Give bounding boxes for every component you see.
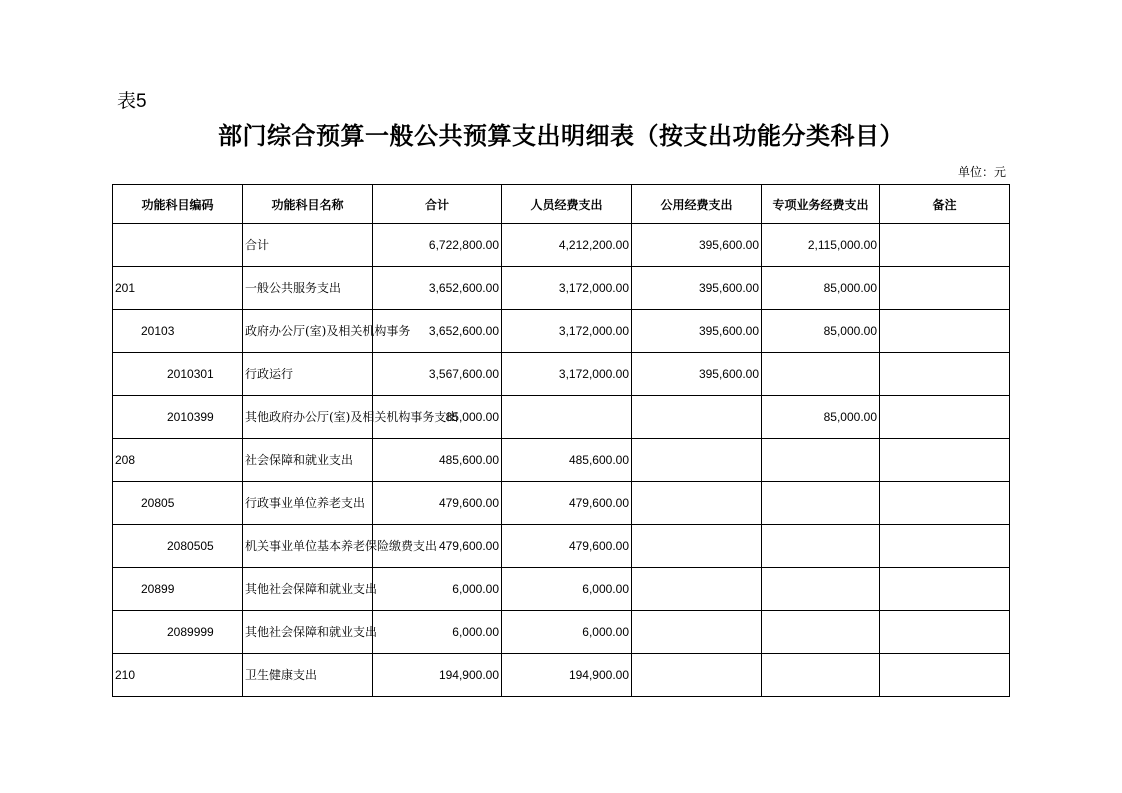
total-cell: 6,722,800.00 <box>373 224 502 267</box>
note-cell <box>880 310 1010 353</box>
note-cell <box>880 439 1010 482</box>
column-header: 合计 <box>373 185 502 224</box>
total-cell: 479,600.00 <box>373 482 502 525</box>
personnel-expense-cell: 3,172,000.00 <box>502 353 632 396</box>
document-title: 部门综合预算一般公共预算支出明细表（按支出功能分类科目） <box>218 121 904 150</box>
note-cell <box>880 224 1010 267</box>
function-code-cell: 208 <box>113 439 243 482</box>
personnel-expense-cell: 6,000.00 <box>502 568 632 611</box>
function-name-cell: 一般公共服务支出 <box>243 267 373 310</box>
total-cell: 485,600.00 <box>373 439 502 482</box>
total-cell: 3,567,600.00 <box>373 353 502 396</box>
function-name-cell: 行政事业单位养老支出 <box>243 482 373 525</box>
function-code-cell <box>113 224 243 267</box>
total-cell: 6,000.00 <box>373 568 502 611</box>
table-row <box>113 568 1010 611</box>
function-name-cell: 社会保障和就业支出 <box>243 439 373 482</box>
special-expense-cell <box>762 439 880 482</box>
public-expense-cell <box>632 654 762 697</box>
column-header: 专项业务经费支出 <box>762 185 880 224</box>
special-expense-cell: 85,000.00 <box>762 396 880 439</box>
public-expense-cell <box>632 396 762 439</box>
column-header: 功能科目编码 <box>113 185 243 224</box>
function-name-cell: 合计 <box>243 224 373 267</box>
table-header-row <box>113 185 1010 224</box>
budget-table <box>112 184 1010 697</box>
total-cell: 3,652,600.00 <box>373 267 502 310</box>
function-code-cell: 2080505 <box>113 525 243 568</box>
function-code-cell: 2010399 <box>113 396 243 439</box>
note-cell <box>880 353 1010 396</box>
note-cell <box>880 654 1010 697</box>
table-row <box>113 267 1010 310</box>
public-expense-cell <box>632 525 762 568</box>
function-name-cell: 机关事业单位基本养老保险缴费支出 <box>243 525 373 568</box>
special-expense-cell <box>762 482 880 525</box>
personnel-expense-cell: 485,600.00 <box>502 439 632 482</box>
column-header: 备注 <box>880 185 1010 224</box>
function-name-cell: 其他社会保障和就业支出 <box>243 611 373 654</box>
table-body <box>113 224 1010 697</box>
column-header: 公用经费支出 <box>632 185 762 224</box>
note-cell <box>880 267 1010 310</box>
table-row <box>113 482 1010 525</box>
function-code-cell: 20103 <box>113 310 243 353</box>
public-expense-cell: 395,600.00 <box>632 353 762 396</box>
total-cell: 85,000.00 <box>373 396 502 439</box>
note-cell <box>880 525 1010 568</box>
personnel-expense-cell: 6,000.00 <box>502 611 632 654</box>
table-number-label: 表5 <box>117 91 147 112</box>
function-code-cell: 201 <box>113 267 243 310</box>
public-expense-cell: 395,600.00 <box>632 267 762 310</box>
note-cell <box>880 396 1010 439</box>
special-expense-cell <box>762 525 880 568</box>
column-header: 功能科目名称 <box>243 185 373 224</box>
special-expense-cell <box>762 353 880 396</box>
special-expense-cell: 2,115,000.00 <box>762 224 880 267</box>
public-expense-cell <box>632 482 762 525</box>
personnel-expense-cell: 3,172,000.00 <box>502 310 632 353</box>
column-header: 人员经费支出 <box>502 185 632 224</box>
total-cell: 6,000.00 <box>373 611 502 654</box>
table-row <box>113 611 1010 654</box>
note-cell <box>880 611 1010 654</box>
public-expense-cell <box>632 611 762 654</box>
function-code-cell: 2089999 <box>113 611 243 654</box>
special-expense-cell <box>762 568 880 611</box>
table-row <box>113 396 1010 439</box>
total-cell: 3,652,600.00 <box>373 310 502 353</box>
public-expense-cell <box>632 439 762 482</box>
function-name-cell: 政府办公厅(室)及相关机构事务 <box>243 310 373 353</box>
note-cell <box>880 482 1010 525</box>
function-name-cell: 其他政府办公厅(室)及相关机构事务支出 <box>243 396 373 439</box>
function-name-cell: 行政运行 <box>243 353 373 396</box>
table-row <box>113 525 1010 568</box>
special-expense-cell: 85,000.00 <box>762 310 880 353</box>
special-expense-cell: 85,000.00 <box>762 267 880 310</box>
table-row <box>113 224 1010 267</box>
public-expense-cell: 395,600.00 <box>632 224 762 267</box>
personnel-expense-cell: 4,212,200.00 <box>502 224 632 267</box>
table-row <box>113 353 1010 396</box>
function-code-cell: 210 <box>113 654 243 697</box>
table-row <box>113 439 1010 482</box>
public-expense-cell <box>632 568 762 611</box>
function-name-cell: 卫生健康支出 <box>243 654 373 697</box>
total-cell: 194,900.00 <box>373 654 502 697</box>
personnel-expense-cell: 194,900.00 <box>502 654 632 697</box>
note-cell <box>880 568 1010 611</box>
function-code-cell: 20899 <box>113 568 243 611</box>
special-expense-cell <box>762 611 880 654</box>
personnel-expense-cell: 3,172,000.00 <box>502 267 632 310</box>
table-row <box>113 654 1010 697</box>
function-code-cell: 2010301 <box>113 353 243 396</box>
function-name-cell: 其他社会保障和就业支出 <box>243 568 373 611</box>
total-cell: 479,600.00 <box>373 525 502 568</box>
table-row <box>113 310 1010 353</box>
personnel-expense-cell <box>502 396 632 439</box>
function-code-cell: 20805 <box>113 482 243 525</box>
unit-note: 单位：元 <box>957 165 1006 179</box>
personnel-expense-cell: 479,600.00 <box>502 482 632 525</box>
public-expense-cell: 395,600.00 <box>632 310 762 353</box>
personnel-expense-cell: 479,600.00 <box>502 525 632 568</box>
special-expense-cell <box>762 654 880 697</box>
